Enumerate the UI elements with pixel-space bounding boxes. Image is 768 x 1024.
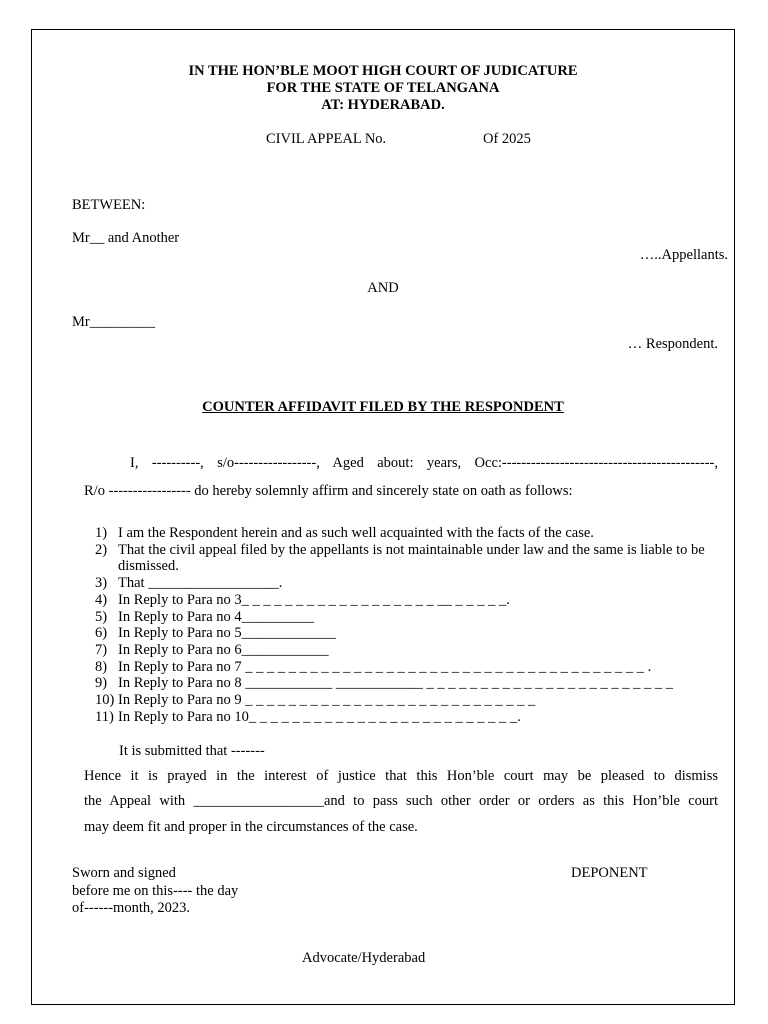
list-item	[95, 525, 735, 542]
item-text: In Reply to Para no 7 _ _ _ _ _ _ _ _ _ _ _ _ _ _ _ _ _ _ _ _ _ _ _ _ _ _ _ _ _ _ _ _ _ _ _ _ _ .	[118, 658, 652, 675]
item-number: 7)	[95, 641, 108, 658]
item-text: That the civil appeal filed by the appellants is not maintainable under law and the same is liable to be dismissed.	[118, 541, 705, 575]
prayer-line3: may deem fit and proper in the circumstances of the case.	[84, 819, 418, 835]
list-item	[95, 709, 735, 726]
item-number: 11)	[95, 708, 114, 725]
sworn-line1: Sworn and signed	[72, 865, 176, 881]
item-number: 8)	[95, 658, 108, 675]
item-text: That __________________.	[118, 575, 283, 592]
item-text: In Reply to Para no 5_____________	[118, 625, 336, 642]
page-border	[31, 29, 735, 1005]
item-number: 9)	[95, 675, 108, 692]
case-year: Of 2025	[483, 131, 531, 147]
item-number: 6)	[95, 625, 108, 642]
item-number: 3)	[95, 575, 108, 592]
list-item	[95, 609, 735, 626]
between-label: BETWEEN:	[72, 197, 146, 213]
appellant-role: …..Appellants.	[639, 247, 728, 263]
list-item	[95, 625, 735, 642]
deponent-label: DEPONENT	[571, 865, 648, 881]
item-text: In Reply to Para no 4__________	[118, 608, 315, 625]
item-number: 1)	[95, 525, 108, 541]
item-number: 4)	[95, 591, 108, 608]
case-number-label: CIVIL APPEAL No.	[266, 131, 387, 147]
list-item	[95, 659, 735, 676]
item-text: In Reply to Para no 6____________	[118, 641, 329, 658]
statements-list	[95, 525, 735, 725]
sworn-line2: before me on this---- the day	[72, 883, 239, 899]
item-text: I am the Respondent herein and as such well acquainted with the facts of the case.	[118, 525, 594, 541]
court-title-line2: FOR THE STATE OF TELANGANA	[266, 80, 500, 96]
submitted-line: It is submitted that -------	[119, 743, 265, 759]
prayer-line2: the Appeal with __________________and to pass such other order or orders as this Hon’ble court	[84, 793, 718, 809]
prayer-line1: Hence it is prayed in the interest of justice that this Hon’ble court may be pleased to dismiss	[84, 768, 718, 784]
and-label: AND	[367, 280, 399, 296]
item-number: 5)	[95, 608, 108, 625]
item-number: 2)	[95, 541, 108, 558]
appellant-name: Mr__ and Another	[72, 230, 180, 246]
court-title-line1: IN THE HON’BLE MOOT HIGH COURT OF JUDICATURE	[188, 63, 578, 79]
respondent-name: Mr_________	[72, 314, 155, 330]
respondent-role: … Respondent.	[627, 336, 718, 352]
affidavit-title: COUNTER AFFIDAVIT FILED BY THE RESPONDENT	[202, 399, 564, 415]
item-text: In Reply to Para no 9 _ _ _ _ _ _ _ _ _ _ _ _ _ _ _ _ _ _ _ _ _ _ _ _ _ _ _	[118, 692, 536, 709]
list-item	[95, 675, 735, 692]
list-item	[95, 542, 735, 575]
list-item	[95, 575, 735, 592]
list-item	[95, 592, 735, 609]
item-text: In Reply to Para no 10_ _ _ _ _ _ _ _ _ _ _ _ _ _ _ _ _ _ _ _ _ _ _ _ _.	[118, 708, 521, 725]
advocate-label: Advocate/Hyderabad	[302, 950, 426, 966]
sworn-line3: of------month, 2023.	[72, 900, 190, 916]
item-text: In Reply to Para no 8 ____________ ____________ _ _ _ _ _ _ _ _ _ _ _ _ _ _ _ _ _ _ _ _ _ _ _	[118, 675, 674, 692]
list-item	[95, 692, 735, 709]
intro-line1: I, ----------, s/o-----------------, Aged about: years, Occ:--------------------------------------------,	[130, 455, 718, 471]
intro-line2: R/o ----------------- do hereby solemnly affirm and sincerely state on oath as follows:	[84, 483, 573, 499]
list-item	[95, 642, 735, 659]
court-title-line3: AT: HYDERABAD.	[321, 97, 445, 113]
item-number: 10)	[95, 692, 115, 709]
item-text: In Reply to Para no 3_ _ _ _ _ _ _ _ _ _ _ _ _ _ _ _ _ _ __ _ _ _ _ _.	[118, 591, 510, 608]
